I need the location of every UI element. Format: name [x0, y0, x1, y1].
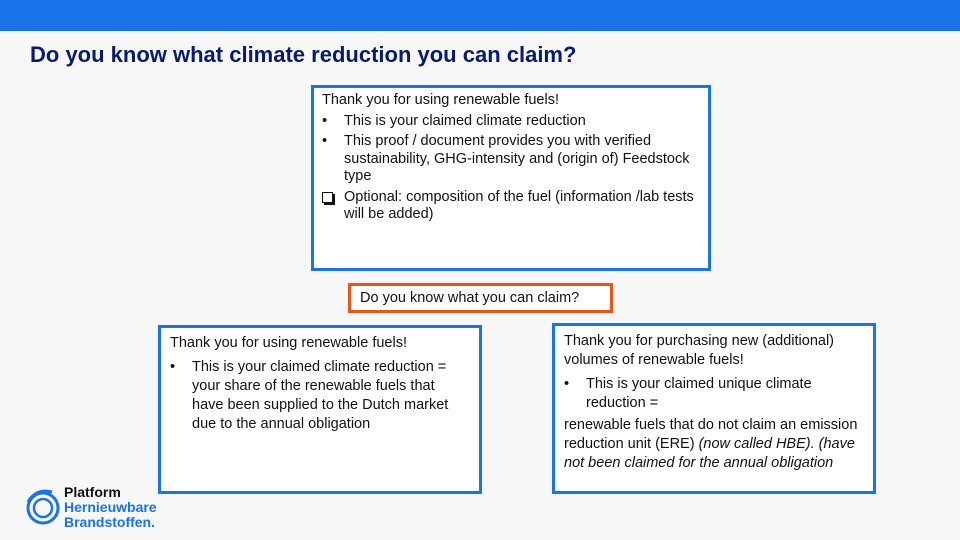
page-title: Do you know what climate reduction you can claim? [30, 42, 577, 67]
top-accent-bar [0, 0, 960, 31]
list-item: Optional: composition of the fuel (information /lab tests will be added) [322, 189, 700, 224]
claim-proof-list [322, 113, 700, 224]
additional-claim-heading: Thank you for purchasing new (additional) volumes of renewable fuels! [564, 333, 835, 368]
additional-claim-list [564, 375, 864, 413]
logo-swirl-icon [26, 484, 62, 528]
platform-logo [26, 484, 176, 530]
bullet-icon: • [170, 358, 176, 375]
checkbox-bullet-icon [322, 189, 340, 209]
list-item: • This proof / document provides you with verified sustainability, GHG-intensity and (origin of) Feedstock type [322, 133, 690, 184]
obligation-claim-list [170, 358, 470, 434]
logo-line-3: Brandstoffen. [64, 514, 155, 530]
logo-line-2: Hernieuwbare [64, 499, 157, 515]
obligation-claim-box [158, 325, 482, 494]
obligation-claim-heading: Thank you for using renewable fuels! [170, 335, 407, 351]
question-box [348, 283, 613, 313]
additional-claim-note: renewable fuels that do not claim an emission reduction unit (ERE) (now called HBE). (have not been claimed for the annual obligation [564, 417, 858, 471]
bullet-icon: • [322, 112, 328, 129]
additional-claim-box [552, 323, 876, 494]
bullet-icon: • [564, 376, 570, 392]
list-item: • This is your claimed unique climate reduction = [564, 376, 812, 411]
bullet-icon: • [322, 133, 328, 149]
list-item: • This is your claimed climate reduction [322, 112, 586, 129]
logo-line-1: Platform [64, 484, 121, 500]
question-text: Do you know what you can claim? [360, 290, 580, 306]
claim-proof-heading: Thank you for using renewable fuels! [322, 92, 559, 108]
claim-proof-box [311, 85, 711, 271]
list-item: • This is your claimed climate reduction = your share of the renewable fuels that have been supplied to the Dutch market due to the annual obligation [170, 358, 449, 432]
